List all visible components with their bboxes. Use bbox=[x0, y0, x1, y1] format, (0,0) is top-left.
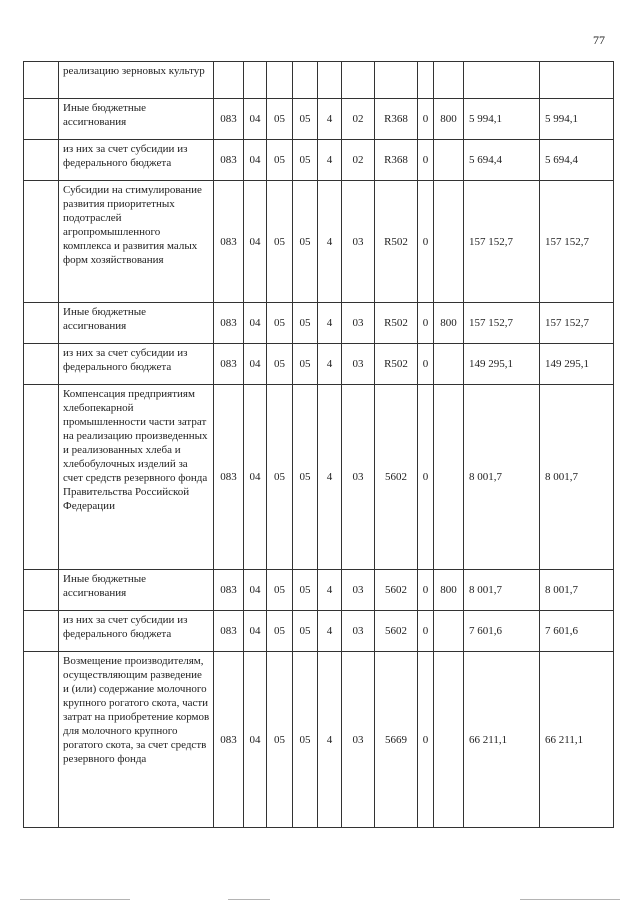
item-name: Иные бюджетные ассигнования bbox=[59, 303, 214, 344]
expense-type-code: 800 bbox=[434, 303, 464, 344]
program-code: 05 bbox=[293, 570, 318, 611]
index-cell bbox=[24, 570, 59, 611]
flag-code: 0 bbox=[418, 652, 434, 828]
section-code: 04 bbox=[244, 385, 267, 570]
activity-code: 03 bbox=[342, 611, 375, 652]
index-cell bbox=[24, 344, 59, 385]
expense-type-code bbox=[434, 611, 464, 652]
amount-1: 157 152,7 bbox=[464, 303, 540, 344]
index-cell bbox=[24, 611, 59, 652]
subsection-code: 05 bbox=[267, 611, 293, 652]
item-name: Иные бюджетные ассигнования bbox=[59, 570, 214, 611]
activity-code: 03 bbox=[342, 385, 375, 570]
section-code: 04 bbox=[244, 652, 267, 828]
flag-code: 0 bbox=[418, 181, 434, 303]
ministry-code: 083 bbox=[214, 344, 244, 385]
direction-code: 5602 bbox=[375, 385, 418, 570]
subprogram-code: 4 bbox=[318, 652, 342, 828]
direction-code: R502 bbox=[375, 344, 418, 385]
subprogram-code: 4 bbox=[318, 570, 342, 611]
amount-2: 8 001,7 bbox=[540, 570, 614, 611]
program-code: 05 bbox=[293, 385, 318, 570]
item-name: реализацию зерновых культур bbox=[59, 62, 214, 99]
item-name: Субсидии на стимулирование развития приоритетных подотраслей агропромышленного комплекса и развития малых форм хозяйствования bbox=[59, 181, 214, 303]
table-row bbox=[24, 570, 614, 611]
activity-code: 03 bbox=[342, 570, 375, 611]
subsection-code bbox=[267, 62, 293, 99]
direction-code: R502 bbox=[375, 303, 418, 344]
index-cell bbox=[24, 181, 59, 303]
amount-2: 157 152,7 bbox=[540, 303, 614, 344]
flag-code: 0 bbox=[418, 611, 434, 652]
direction-code: 5602 bbox=[375, 611, 418, 652]
index-cell bbox=[24, 385, 59, 570]
program-code: 05 bbox=[293, 181, 318, 303]
amount-2: 5 994,1 bbox=[540, 99, 614, 140]
program-code: 05 bbox=[293, 344, 318, 385]
subprogram-code bbox=[318, 62, 342, 99]
amount-1: 157 152,7 bbox=[464, 181, 540, 303]
amount-2: 5 694,4 bbox=[540, 140, 614, 181]
table-row bbox=[24, 181, 614, 303]
item-name: Иные бюджетные ассигнования bbox=[59, 99, 214, 140]
subsection-code: 05 bbox=[267, 570, 293, 611]
section-code: 04 bbox=[244, 181, 267, 303]
expense-type-code bbox=[434, 652, 464, 828]
ministry-code: 083 bbox=[214, 611, 244, 652]
scan-artifact bbox=[20, 899, 130, 900]
activity-code: 03 bbox=[342, 652, 375, 828]
scan-artifact bbox=[228, 899, 270, 900]
subsection-code: 05 bbox=[267, 385, 293, 570]
expense-type-code: 800 bbox=[434, 570, 464, 611]
amount-1: 8 001,7 bbox=[464, 570, 540, 611]
ministry-code: 083 bbox=[214, 181, 244, 303]
table-row bbox=[24, 385, 614, 570]
flag-code: 0 bbox=[418, 344, 434, 385]
subsection-code: 05 bbox=[267, 99, 293, 140]
item-name: Компенсация предприятиям хлебопекарной промышленности части затрат на реализацию произведенных и реализованных хлеба и хлебобулочных изделий за счет средств резервного фонда Правительства Российской Федерации bbox=[59, 385, 214, 570]
activity-code: 03 bbox=[342, 344, 375, 385]
table-row bbox=[24, 344, 614, 385]
amount-2: 149 295,1 bbox=[540, 344, 614, 385]
expense-type-code bbox=[434, 140, 464, 181]
flag-code bbox=[418, 62, 434, 99]
direction-code: R368 bbox=[375, 140, 418, 181]
subsection-code: 05 bbox=[267, 652, 293, 828]
flag-code: 0 bbox=[418, 140, 434, 181]
amount-2: 66 211,1 bbox=[540, 652, 614, 828]
amount-1: 149 295,1 bbox=[464, 344, 540, 385]
ministry-code: 083 bbox=[214, 99, 244, 140]
table-row bbox=[24, 611, 614, 652]
section-code bbox=[244, 62, 267, 99]
item-name: из них за счет субсидии из федерального бюджета bbox=[59, 611, 214, 652]
ministry-code: 083 bbox=[214, 385, 244, 570]
subsection-code: 05 bbox=[267, 303, 293, 344]
index-cell bbox=[24, 62, 59, 99]
ministry-code: 083 bbox=[214, 570, 244, 611]
amount-2: 8 001,7 bbox=[540, 385, 614, 570]
amount-1: 8 001,7 bbox=[464, 385, 540, 570]
amount-1: 7 601,6 bbox=[464, 611, 540, 652]
subsection-code: 05 bbox=[267, 181, 293, 303]
item-name: из них за счет субсидии из федерального бюджета bbox=[59, 344, 214, 385]
amount-1: 5 694,4 bbox=[464, 140, 540, 181]
subprogram-code: 4 bbox=[318, 344, 342, 385]
program-code: 05 bbox=[293, 140, 318, 181]
expense-type-code bbox=[434, 344, 464, 385]
amount-1: 66 211,1 bbox=[464, 652, 540, 828]
index-cell bbox=[24, 140, 59, 181]
budget-table bbox=[23, 61, 614, 828]
activity-code: 03 bbox=[342, 181, 375, 303]
program-code: 05 bbox=[293, 99, 318, 140]
activity-code: 02 bbox=[342, 99, 375, 140]
section-code: 04 bbox=[244, 140, 267, 181]
amount-1: 5 994,1 bbox=[464, 99, 540, 140]
amount-2 bbox=[540, 62, 614, 99]
flag-code: 0 bbox=[418, 570, 434, 611]
subprogram-code: 4 bbox=[318, 303, 342, 344]
table-row bbox=[24, 303, 614, 344]
subprogram-code: 4 bbox=[318, 140, 342, 181]
page-number: 77 bbox=[593, 33, 605, 47]
subprogram-code: 4 bbox=[318, 99, 342, 140]
item-name: из них за счет субсидии из федерального бюджета bbox=[59, 140, 214, 181]
ministry-code bbox=[214, 62, 244, 99]
index-cell bbox=[24, 652, 59, 828]
section-code: 04 bbox=[244, 611, 267, 652]
activity-code: 02 bbox=[342, 140, 375, 181]
ministry-code: 083 bbox=[214, 652, 244, 828]
direction-code bbox=[375, 62, 418, 99]
table-row bbox=[24, 99, 614, 140]
ministry-code: 083 bbox=[214, 140, 244, 181]
item-name: Возмещение производителям, осуществляющим разведение и (или) содержание молочного крупного рогатого скота, части затрат на приобретение кормов для молочного крупного рогатого скота, за счет средств резервного фонда bbox=[59, 652, 214, 828]
amount-2: 157 152,7 bbox=[540, 181, 614, 303]
direction-code: R368 bbox=[375, 99, 418, 140]
section-code: 04 bbox=[244, 99, 267, 140]
expense-type-code bbox=[434, 62, 464, 99]
section-code: 04 bbox=[244, 344, 267, 385]
section-code: 04 bbox=[244, 570, 267, 611]
subsection-code: 05 bbox=[267, 140, 293, 181]
section-code: 04 bbox=[244, 303, 267, 344]
flag-code: 0 bbox=[418, 99, 434, 140]
program-code: 05 bbox=[293, 303, 318, 344]
table-row bbox=[24, 652, 614, 828]
ministry-code: 083 bbox=[214, 303, 244, 344]
table-row bbox=[24, 62, 614, 99]
amount-1 bbox=[464, 62, 540, 99]
table-row bbox=[24, 140, 614, 181]
flag-code: 0 bbox=[418, 303, 434, 344]
direction-code: 5669 bbox=[375, 652, 418, 828]
subsection-code: 05 bbox=[267, 344, 293, 385]
subprogram-code: 4 bbox=[318, 611, 342, 652]
activity-code: 03 bbox=[342, 303, 375, 344]
program-code: 05 bbox=[293, 611, 318, 652]
expense-type-code bbox=[434, 385, 464, 570]
subprogram-code: 4 bbox=[318, 181, 342, 303]
flag-code: 0 bbox=[418, 385, 434, 570]
amount-2: 7 601,6 bbox=[540, 611, 614, 652]
index-cell bbox=[24, 303, 59, 344]
scan-artifact bbox=[520, 899, 620, 900]
program-code bbox=[293, 62, 318, 99]
program-code: 05 bbox=[293, 652, 318, 828]
direction-code: 5602 bbox=[375, 570, 418, 611]
expense-type-code bbox=[434, 181, 464, 303]
subprogram-code: 4 bbox=[318, 385, 342, 570]
expense-type-code: 800 bbox=[434, 99, 464, 140]
activity-code bbox=[342, 62, 375, 99]
index-cell bbox=[24, 99, 59, 140]
direction-code: R502 bbox=[375, 181, 418, 303]
